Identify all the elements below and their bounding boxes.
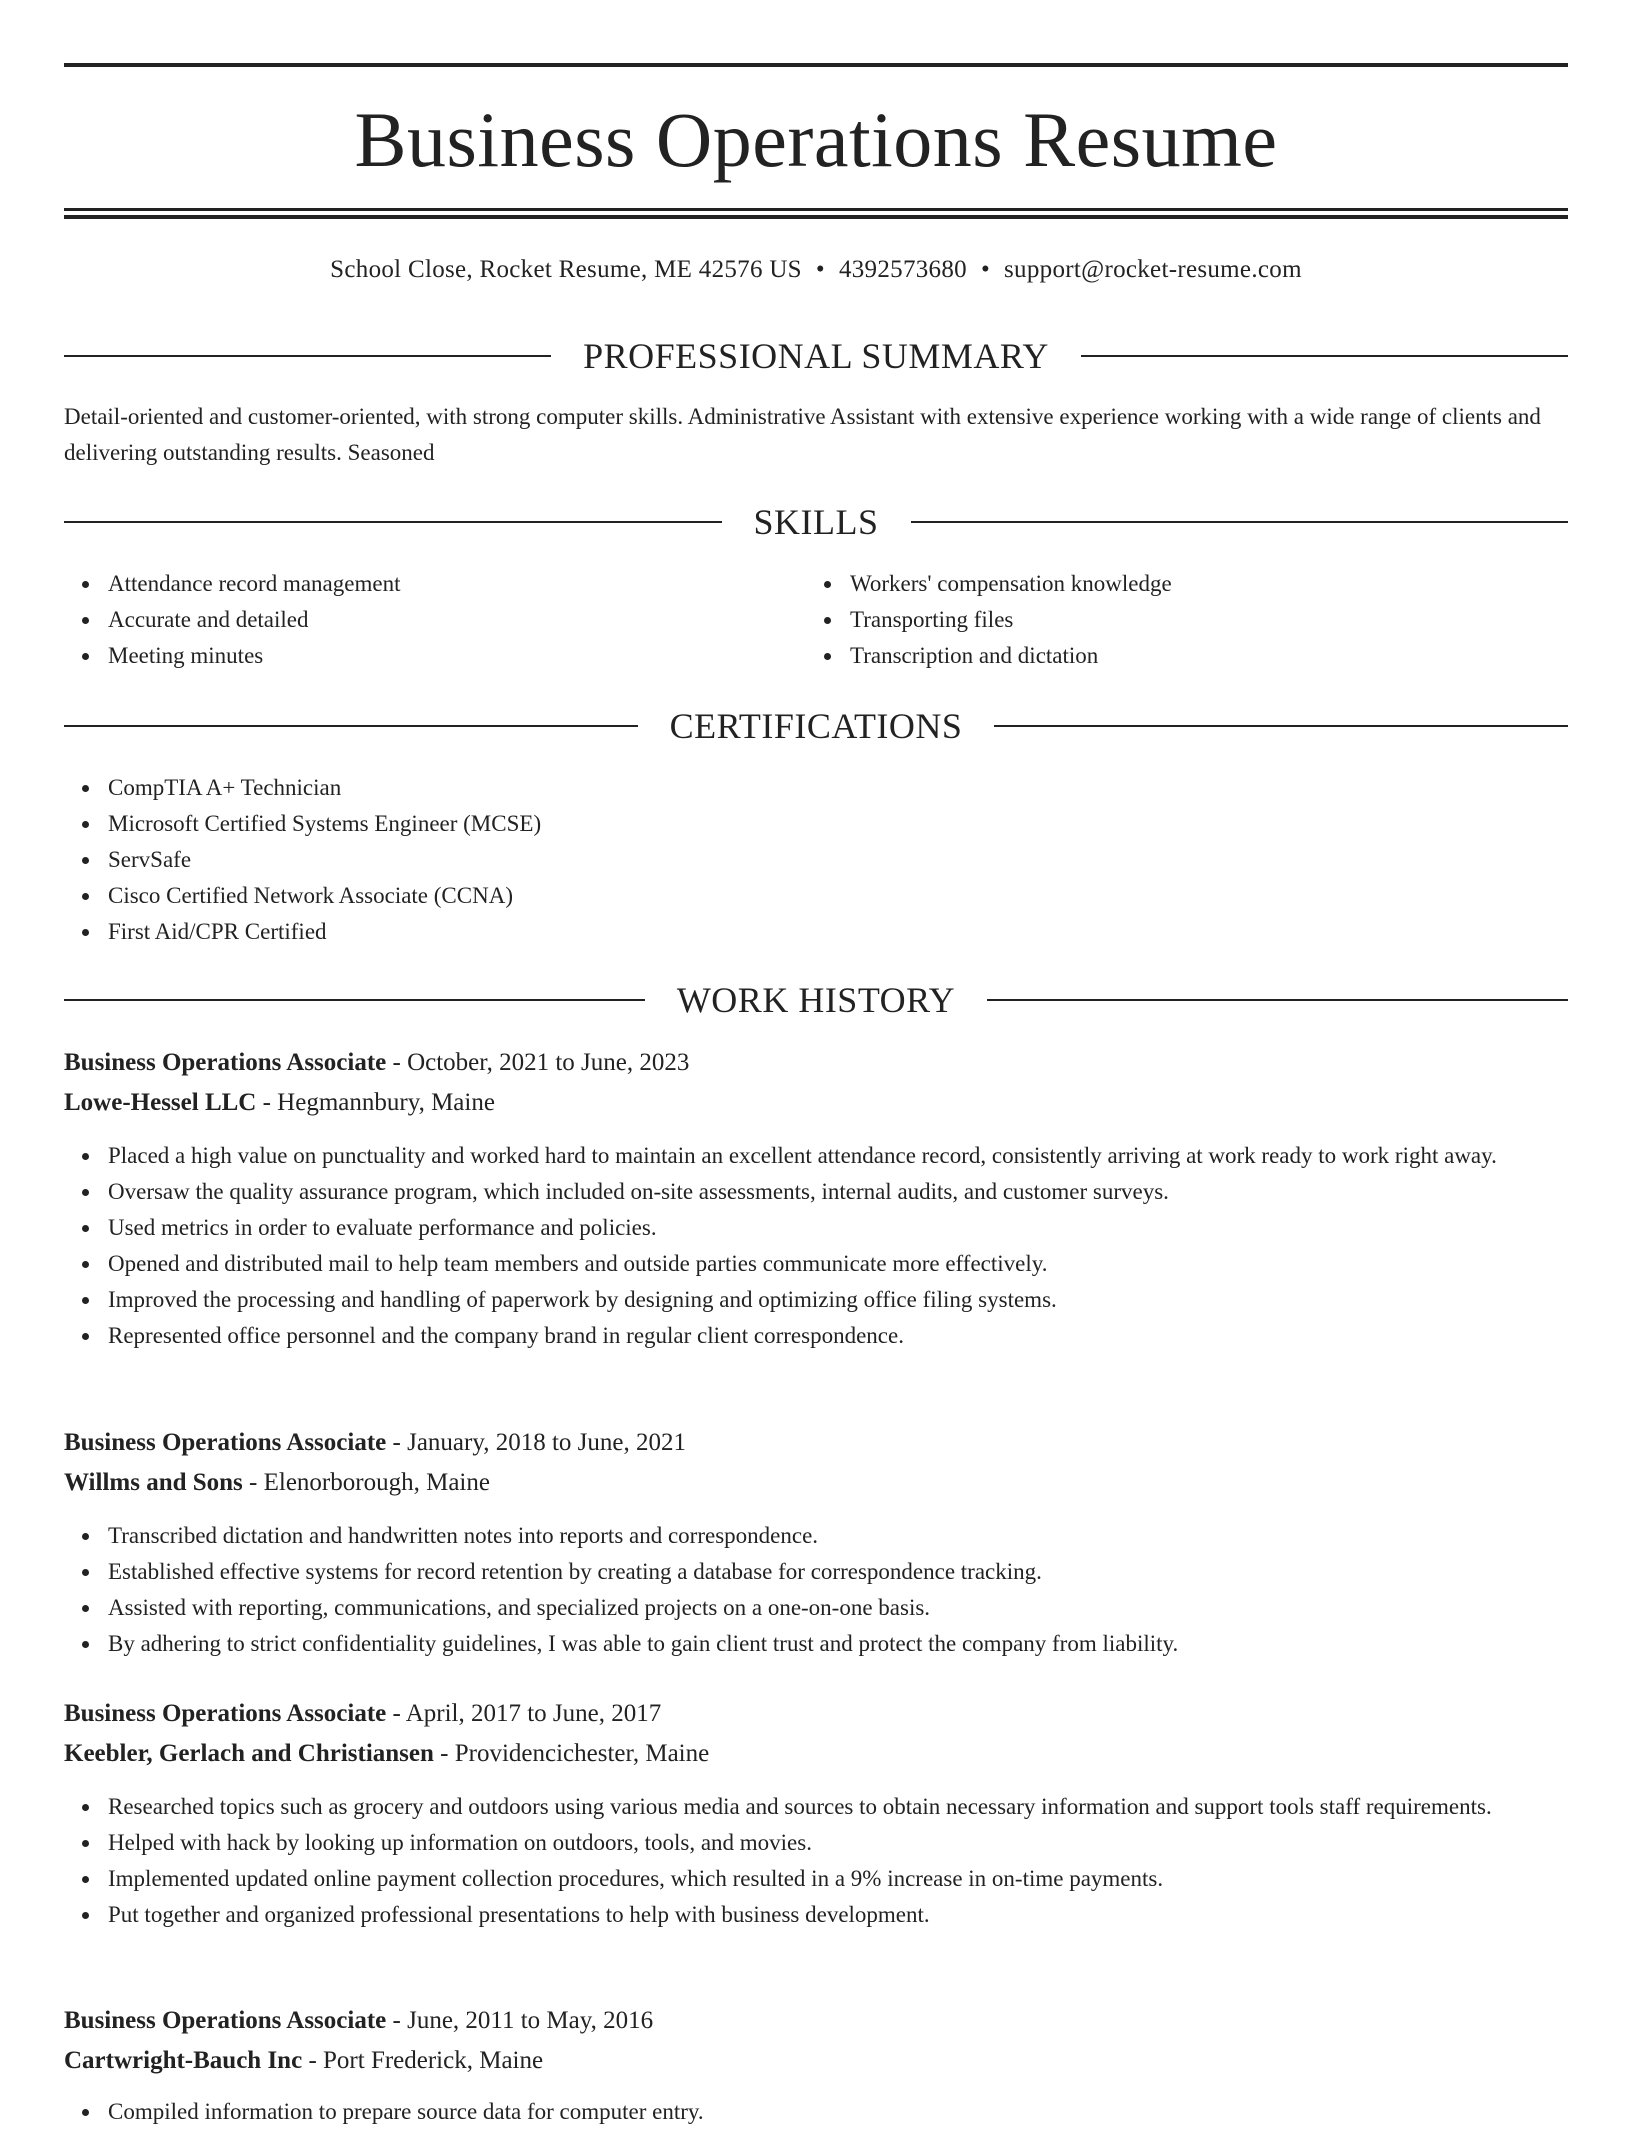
job-bullet: Helped with hack by looking up information on outdoors, tools, and movies. (108, 1825, 1568, 1861)
title-double-rule (64, 208, 1568, 219)
job-bullet: Represented office personnel and the company brand in regular client correspondence. (108, 1318, 1568, 1354)
skill-item: Meeting minutes (108, 638, 808, 674)
job-company: Willms and Sons (64, 1469, 243, 1496)
resume-title: Business Operations Resume (354, 96, 1278, 183)
job-bullet: Established effective systems for record retention by creating a database for correspondence tracking. (108, 1554, 1568, 1590)
job-dates: - April, 2017 to June, 2017 (386, 1700, 662, 1727)
certification-item: Microsoft Certified Systems Engineer (MCSE) (108, 806, 1568, 842)
job-bullets (64, 2094, 1568, 2130)
heading-rule-right (994, 725, 1568, 727)
job-title-line (64, 1043, 1568, 1083)
certifications-list (64, 770, 1568, 950)
job-title: Business Operations Associate (64, 2007, 387, 2034)
job-bullet: By adhering to strict confidentiality guidelines, I was able to gain client trust and protect the company from liability. (108, 1626, 1568, 1662)
job-title: Business Operations Associate (64, 1049, 387, 1076)
heading-rule-left (64, 521, 722, 523)
job-company: Lowe-Hessel LLC (64, 1089, 257, 1116)
job-location: - Elenorborough, Maine (242, 1469, 490, 1496)
certification-item: CompTIA A+ Technician (108, 770, 1568, 806)
job-bullet: Improved the processing and handling of paperwork by designing and optimizing office filing systems. (108, 1282, 1568, 1318)
skill-item: Attendance record management (108, 566, 808, 602)
job-company-line (64, 1463, 1568, 1503)
job-location: - Providencichester, Maine (433, 1740, 710, 1767)
job-company: Cartwright-Bauch Inc (64, 2047, 303, 2074)
job-title: Business Operations Associate (64, 1700, 387, 1727)
skills-list-left (64, 566, 808, 674)
job-bullets (64, 1518, 1568, 1662)
job-location: - Hegmannbury, Maine (256, 1089, 495, 1116)
job-bullet: Oversaw the quality assurance program, which included on-site assessments, internal audits, and customer surveys. (108, 1174, 1568, 1210)
skill-item: Transporting files (850, 602, 1550, 638)
contact-separator: • (980, 256, 991, 283)
contact-address: School Close, Rocket Resume, ME 42576 US (330, 256, 802, 283)
contact-phone: 4392573680 (838, 256, 967, 283)
heading-rule-right (1081, 355, 1568, 357)
job-bullet: Used metrics in order to evaluate performance and policies. (108, 1210, 1568, 1246)
job-bullet: Researched topics such as grocery and outdoors using various media and sources to obtain necessary information and support tools staff requirements. (108, 1789, 1568, 1825)
section-heading-work-history (64, 978, 1568, 1022)
job-bullet: Assisted with reporting, communications, and specialized projects on a one-on-one basis. (108, 1590, 1568, 1626)
heading-rule-right (987, 999, 1568, 1001)
skill-item: Workers' compensation knowledge (850, 566, 1550, 602)
job-company: Keebler, Gerlach and Christiansen (64, 1740, 434, 1767)
job-dates: - June, 2011 to May, 2016 (386, 2007, 654, 2034)
section-title: PROFESSIONAL SUMMARY (583, 336, 1049, 376)
skill-item: Accurate and detailed (108, 602, 808, 638)
section-title: WORK HISTORY (676, 980, 956, 1020)
job-title-line (64, 1694, 1568, 1734)
job-company-line (64, 1734, 1568, 1774)
job-bullet: Compiled information to prepare source data for computer entry. (108, 2094, 1568, 2130)
contact-email[interactable]: support@rocket-resume.com (1004, 256, 1302, 283)
certification-item: First Aid/CPR Certified (108, 914, 1568, 950)
heading-rule-left (64, 355, 551, 357)
job-bullet: Transcribed dictation and handwritten notes into reports and correspondence. (108, 1518, 1568, 1554)
section-heading-certifications (64, 704, 1568, 748)
job-company-line (64, 1083, 1568, 1123)
section-title: CERTIFICATIONS (669, 706, 963, 746)
summary-text: Detail-oriented and customer-oriented, with strong computer skills. Administrative Assistant with extensive experience working with a wide range of clients and delivering outstanding results. Seasoned (64, 404, 1541, 465)
job-bullets (64, 1138, 1568, 1354)
job-dates: - October, 2021 to June, 2023 (386, 1049, 690, 1076)
job-company-line (64, 2041, 1568, 2081)
section-title: SKILLS (753, 502, 879, 542)
certification-item: ServSafe (108, 842, 1568, 878)
heading-rule-right (911, 521, 1569, 523)
job-bullet: Implemented updated online payment collection procedures, which resulted in a 9% increase in on-time payments. (108, 1861, 1568, 1897)
heading-rule-left (64, 725, 638, 727)
job-title-line (64, 2001, 1568, 2041)
job-dates: - January, 2018 to June, 2021 (386, 1429, 686, 1456)
top-rule (64, 63, 1568, 67)
contact-separator: • (815, 256, 825, 283)
job-title-line (64, 1423, 1568, 1463)
job-bullet: Put together and organized professional presentations to help with business development. (108, 1897, 1568, 1933)
heading-rule-left (64, 999, 645, 1001)
job-bullets (64, 1789, 1568, 1933)
skills-list-right (806, 566, 1550, 674)
section-heading-summary (64, 334, 1568, 378)
job-location: - Port Frederick, Maine (302, 2047, 544, 2074)
job-title: Business Operations Associate (64, 1429, 387, 1456)
certification-item: Cisco Certified Network Associate (CCNA) (108, 878, 1568, 914)
contact-line (64, 252, 1568, 288)
job-bullet: Placed a high value on punctuality and worked hard to maintain an excellent attendance record, consistently arriving at work ready to work right away. (108, 1138, 1568, 1174)
job-bullet: Opened and distributed mail to help team members and outside parties communicate more effectively. (108, 1246, 1568, 1282)
skill-item: Transcription and dictation (850, 638, 1550, 674)
section-heading-skills (64, 500, 1568, 544)
